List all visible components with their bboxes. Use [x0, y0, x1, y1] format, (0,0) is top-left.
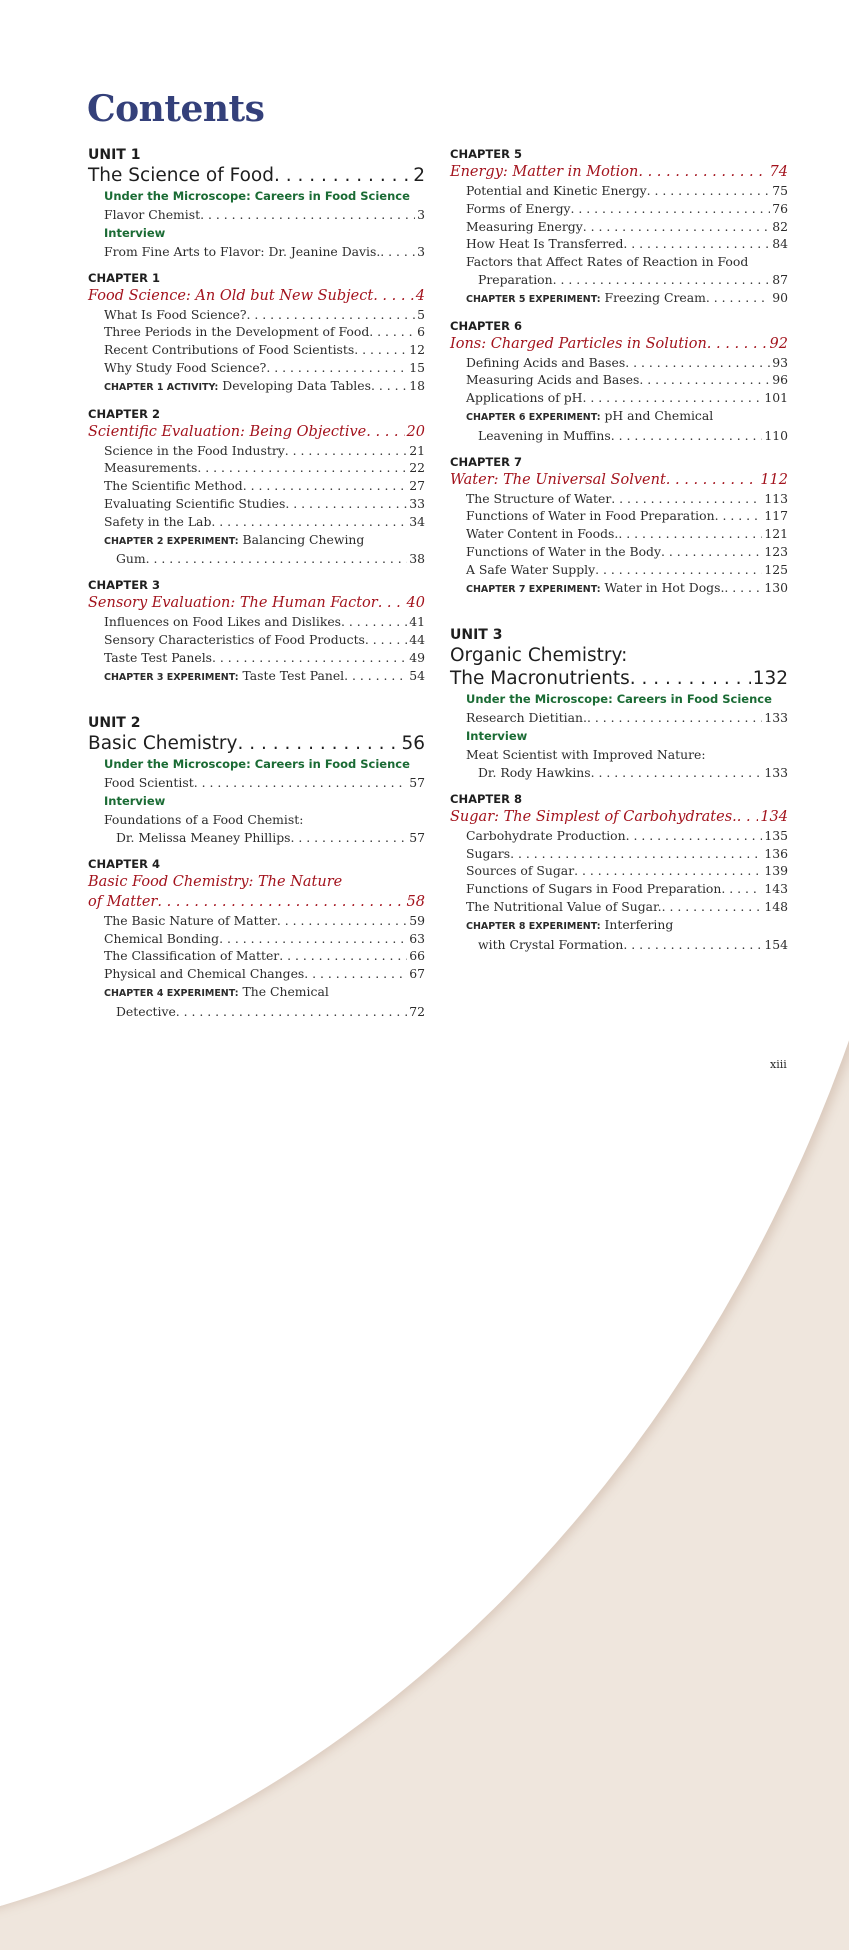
page-number: 12 [409, 342, 425, 358]
experiment-label: CHAPTER 8 EXPERIMENT: [466, 920, 601, 932]
toc-entry-experiment[interactable] [88, 983, 425, 1003]
leader-dots [380, 243, 415, 261]
page-number: 34 [409, 513, 425, 529]
chapter-label: CHAPTER 5 [450, 147, 522, 161]
toc-entry[interactable] [450, 253, 788, 271]
page-number: 84 [772, 236, 788, 252]
entry-text: Freezing Cream [604, 289, 706, 305]
chapter-title-text: Energy: Matter in Motion [450, 164, 639, 180]
page-number: 22 [409, 460, 425, 476]
entry-text: Evaluating Scientific Studies [104, 495, 286, 511]
toc-entry-continuation[interactable] [450, 936, 788, 954]
toc-entry[interactable] [88, 930, 425, 948]
page-number: 121 [764, 526, 788, 542]
leader-dots [304, 965, 407, 983]
chapter-title[interactable] [450, 334, 788, 354]
entry-text: Interfering [604, 916, 674, 932]
leader-dots [211, 513, 407, 531]
toc-entry[interactable] [88, 243, 425, 261]
entry-text: Dr. Melissa Meaney Phillips [116, 829, 291, 845]
entry-text: Functions of Sugars in Food Preparation [466, 881, 722, 897]
entry-text: Research Dietitian. [466, 710, 587, 726]
leader-dots [243, 477, 408, 495]
leader-dots [194, 774, 408, 792]
toc-entry[interactable] [450, 561, 788, 579]
page-number: 74 [769, 164, 788, 180]
leader-dots [219, 930, 407, 948]
entry-text: Meat Scientist with Improved Nature: [466, 747, 706, 763]
unit-title-text: Basic Chemistry [88, 733, 238, 755]
entry-text: pH and Chemical [604, 407, 714, 423]
page-number: 20 [406, 423, 425, 440]
page-number: 57 [409, 829, 425, 845]
page-number: 56 [401, 733, 425, 755]
chapter-title-text: Water: The Universal Solvent [450, 471, 666, 488]
page-number: 135 [764, 827, 788, 843]
page-number: 125 [764, 561, 788, 577]
leader-dots [583, 218, 771, 236]
leader-dots [715, 507, 763, 525]
toc-entry[interactable] [450, 200, 788, 218]
page-number: 143 [764, 881, 788, 897]
leader-dots [341, 613, 407, 631]
toc-entry[interactable] [88, 513, 425, 531]
page-number: 112 [760, 471, 788, 488]
page-number: 44 [409, 631, 425, 647]
chapter-title[interactable] [88, 286, 425, 306]
toc-entry[interactable] [88, 631, 425, 649]
leader-dots [366, 422, 404, 442]
chapter-title[interactable] [88, 422, 425, 442]
toc-entry-continuation[interactable] [450, 764, 788, 782]
toc-entry[interactable] [88, 477, 425, 495]
toc-entry-experiment[interactable] [450, 407, 788, 427]
page-number: 75 [772, 183, 788, 198]
leader-dots [290, 829, 407, 847]
experiment-label: CHAPTER 4 EXPERIMENT: [104, 987, 239, 999]
chapter-label: CHAPTER 8 [450, 791, 522, 806]
toc-entry-activity[interactable] [88, 377, 425, 397]
entry-text: A Safe Water Supply [466, 561, 596, 577]
chapter-title[interactable] [450, 807, 788, 827]
entry-text: Science in the Food Industry [104, 442, 285, 458]
leader-dots [724, 579, 762, 599]
page-number: 72 [409, 1003, 425, 1019]
page-number: 154 [764, 936, 788, 952]
page-number: 113 [764, 490, 788, 506]
chapter-title-text: Sugar: The Simplest of Carbohydrates. [450, 808, 737, 825]
page-number: 4 [415, 287, 425, 304]
toc-entry[interactable] [88, 774, 425, 792]
entry-text: Defining Acids and Bases [466, 354, 626, 370]
page-number: 123 [764, 543, 788, 559]
leader-dots [176, 1003, 407, 1021]
page-number: 49 [409, 649, 425, 665]
toc-entry[interactable] [88, 206, 425, 224]
leader-dots [354, 341, 407, 359]
page-number: 139 [764, 863, 788, 879]
page-number: 2 [413, 165, 425, 186]
leader-dots [266, 359, 407, 377]
entry-text: Flavor Chemist [104, 207, 201, 222]
toc-entry[interactable] [450, 862, 788, 880]
entry-text: Recent Contributions of Food Scientists [104, 342, 355, 358]
leader-dots [571, 200, 771, 218]
entry-text: Safety in the Lab [104, 513, 212, 529]
leader-dots [630, 667, 751, 690]
leader-dots [639, 371, 770, 389]
page-number: 18 [409, 377, 425, 393]
unit-title-text: Organic Chemistry: [450, 645, 628, 667]
page-number: 133 [764, 710, 788, 726]
page-number: 76 [772, 200, 788, 216]
toc-left-column [88, 146, 425, 1021]
toc-entry[interactable] [450, 898, 788, 916]
toc-entry[interactable] [450, 490, 788, 508]
page-number: 148 [764, 898, 788, 914]
toc-entry-continuation[interactable] [88, 829, 425, 847]
entry-text: Measurements [104, 460, 198, 476]
unit-title[interactable] [88, 732, 425, 755]
entry-text: Foundations of a Food Chemist: [104, 812, 304, 828]
toc-entry[interactable] [450, 880, 788, 898]
leader-dots [706, 289, 770, 309]
page-number: 133 [764, 764, 788, 780]
entry-text: Taste Test Panels [104, 649, 213, 665]
toc-entry[interactable] [88, 341, 425, 359]
page-number: 90 [772, 289, 788, 305]
chapter-title-text: Ions: Charged Particles in Solution [450, 335, 707, 352]
chapter-title-line1[interactable] [88, 872, 425, 892]
page-number: 66 [409, 948, 425, 964]
toc-entry[interactable] [450, 371, 788, 389]
page-number: 132 [752, 668, 788, 690]
leader-dots [737, 807, 759, 827]
toc-right-column [450, 146, 788, 953]
leader-dots [647, 182, 771, 200]
toc-entry[interactable] [88, 965, 425, 983]
chapter-title-text: Basic Food Chemistry: The Nature [88, 873, 343, 890]
toc-entry-experiment[interactable] [450, 916, 788, 936]
leader-dots [238, 732, 400, 755]
page-number: 54 [409, 667, 425, 683]
chapter-title[interactable] [88, 593, 425, 613]
chapter-6-section [450, 318, 788, 445]
entry-text: Influences on Food Likes and Dislikes [104, 614, 342, 630]
page-number: 21 [409, 442, 425, 458]
chapter-title[interactable] [450, 470, 788, 490]
toc-entry-experiment[interactable] [88, 531, 425, 551]
chapter-title-text: Food Science: An Old but New Subject [88, 287, 374, 304]
chapter-label: CHAPTER 2 [88, 406, 160, 421]
entry-text: Chemical Bonding [104, 930, 220, 946]
page-number: 87 [772, 271, 788, 287]
unit-3-section [450, 626, 788, 781]
leader-dots [277, 912, 407, 930]
entry-text: The Scientific Method [104, 478, 243, 494]
leader-dots [721, 880, 762, 898]
chapter-5-section [450, 146, 788, 309]
leader-dots [247, 306, 416, 324]
page-number: 101 [764, 390, 788, 406]
entry-text: What Is Food Science? [104, 306, 247, 322]
feature-heading: Interview [104, 794, 166, 809]
page-number: 57 [409, 775, 425, 791]
toc-entry[interactable] [88, 613, 425, 631]
feature-heading: Under the Microscope: Careers in Food Science [104, 189, 410, 203]
unit-title-text: The Science of Food [88, 165, 274, 186]
page-number: 41 [409, 614, 425, 630]
leader-dots [371, 377, 407, 397]
leader-dots [595, 561, 762, 579]
chapter-8-section [450, 791, 788, 954]
toc-entry-continuation[interactable] [450, 427, 788, 445]
toc-entry[interactable] [88, 495, 425, 513]
chapter-title-text: of Matter [88, 893, 158, 910]
leader-dots [611, 427, 763, 445]
chapter-2-section [88, 406, 425, 569]
leader-dots [553, 271, 771, 289]
entry-text: Preparation [478, 271, 553, 287]
chapter-label: CHAPTER 1 [88, 270, 160, 285]
chapter-label: CHAPTER 7 [450, 454, 522, 469]
page-number: 58 [406, 893, 425, 910]
entry-text: Why Study Food Science? [104, 359, 267, 375]
page-number: 96 [772, 372, 788, 388]
leader-dots [365, 631, 407, 649]
leader-dots [274, 164, 411, 187]
toc-entry[interactable] [88, 359, 425, 377]
toc-entry[interactable] [88, 323, 425, 341]
page-number: 63 [409, 930, 425, 946]
page-number: 40 [406, 595, 425, 612]
page-number: 3 [417, 207, 425, 222]
activity-label: CHAPTER 1 ACTIVITY: [104, 381, 219, 393]
leader-dots [200, 206, 415, 224]
leader-dots [344, 667, 407, 687]
entry-text: Balancing Chewing [242, 531, 365, 547]
experiment-label: CHAPTER 6 EXPERIMENT: [466, 411, 601, 423]
leader-dots [212, 649, 407, 667]
chapter-label: CHAPTER 4 [88, 856, 160, 871]
experiment-label: CHAPTER 5 EXPERIMENT: [466, 293, 601, 305]
toc-entry[interactable] [88, 947, 425, 965]
page-number: 3 [417, 243, 425, 259]
toc-entry[interactable] [450, 746, 788, 764]
entry-text: Taste Test Panel [242, 667, 345, 683]
entry-text: Measuring Acids and Bases [466, 372, 640, 388]
entry-text: Measuring Energy [466, 218, 583, 234]
entry-text: Gum [116, 551, 146, 567]
toc-entry[interactable] [450, 507, 788, 525]
toc-entry[interactable] [450, 525, 788, 543]
entry-text: Functions of Water in Food Preparation [466, 508, 715, 524]
leader-dots [157, 892, 404, 912]
unit-label: UNIT 2 [88, 715, 141, 732]
toc-entry[interactable] [450, 182, 788, 200]
leader-dots [582, 389, 762, 407]
page-number: 136 [764, 845, 788, 861]
leader-dots [587, 709, 762, 727]
unit-label: UNIT 3 [450, 627, 503, 644]
unit-label: UNIT 1 [88, 147, 141, 163]
entry-text: How Heat Is Transferred [466, 236, 624, 252]
toc-entry[interactable] [88, 912, 425, 930]
entry-text: Physical and Chemical Changes [104, 966, 305, 982]
leader-dots [285, 495, 407, 513]
unit-title-text: The Macronutrients [450, 668, 630, 690]
chapter-title-line2[interactable] [88, 892, 425, 912]
page-number: 130 [764, 579, 788, 595]
leader-dots [279, 947, 407, 965]
unit-title[interactable] [88, 164, 425, 187]
unit-title-line2[interactable] [450, 667, 788, 690]
toc-entry-continuation[interactable] [450, 271, 788, 289]
entry-text: From Fine Arts to Flavor: Dr. Jeanine Davis. [104, 243, 381, 259]
toc-entry[interactable] [88, 442, 425, 460]
chapter-7-section [450, 454, 788, 599]
chapter-4-section [88, 856, 425, 1021]
entry-text: The Structure of Water [466, 490, 612, 506]
entry-text: with Crystal Formation [478, 936, 624, 952]
toc-entry[interactable] [450, 845, 788, 863]
entry-text: Detective [116, 1003, 176, 1019]
page-number: 110 [764, 427, 788, 443]
entry-text: The Basic Nature of Matter [104, 912, 277, 928]
page-number: 33 [409, 495, 425, 511]
toc-entry[interactable] [450, 543, 788, 561]
toc-entry[interactable] [450, 389, 788, 407]
page-folio: xiii [770, 1058, 787, 1071]
chapter-title[interactable] [450, 162, 788, 182]
page-number: 93 [772, 354, 788, 370]
chapter-title-text: Scientific Evaluation: Being Objective [88, 423, 367, 440]
experiment-label: CHAPTER 3 EXPERIMENT: [104, 671, 239, 683]
leader-dots [618, 525, 762, 543]
page-number: 5 [417, 306, 425, 322]
leader-dots [373, 286, 414, 306]
toc-entry[interactable] [450, 827, 788, 845]
leader-dots [611, 490, 762, 508]
leader-dots [378, 593, 405, 613]
page-number: 27 [409, 478, 425, 494]
toc-entry[interactable] [88, 459, 425, 477]
toc-entry-experiment[interactable] [450, 579, 788, 599]
page-number: 82 [772, 218, 788, 234]
entry-text: Factors that Affect Rates of Reaction in Food [466, 254, 749, 270]
leader-dots [661, 543, 762, 561]
toc-entry-continuation[interactable] [88, 1003, 425, 1021]
page-number: 92 [769, 335, 788, 352]
entry-text: Water in Hot Dogs. [604, 579, 725, 595]
entry-text: Developing Data Tables [222, 377, 371, 393]
entry-text: Sugars [466, 845, 511, 861]
entry-text: Forms of Energy [466, 200, 571, 216]
experiment-label: CHAPTER 2 EXPERIMENT: [104, 535, 239, 547]
feature-heading: Interview [466, 729, 528, 744]
leader-dots [626, 827, 763, 845]
page-number: 67 [409, 966, 425, 982]
toc-entry-experiment[interactable] [450, 289, 788, 309]
toc-entry[interactable] [88, 306, 425, 324]
entry-text: Leavening in Muffins [478, 427, 611, 443]
entry-text: Water Content in Foods. [466, 526, 619, 542]
chapter-3-section [88, 577, 425, 686]
entry-text: Functions of Water in the Body [466, 543, 661, 559]
toc-entry[interactable] [88, 649, 425, 667]
toc-entry[interactable] [450, 218, 788, 236]
entry-text: Potential and Kinetic Energy [466, 183, 647, 198]
toc-entry[interactable] [450, 709, 788, 727]
toc-entry-continuation[interactable] [88, 550, 425, 568]
unit-1-section [88, 146, 425, 261]
leader-dots [285, 442, 407, 460]
feature-heading: Under the Microscope: Careers in Food Science [466, 692, 772, 707]
entry-text: Carbohydrate Production [466, 827, 626, 843]
leader-dots [623, 936, 762, 954]
entry-text: Sensory Characteristics of Food Products [104, 631, 365, 647]
leader-dots [197, 459, 407, 477]
toc-entry[interactable] [88, 811, 425, 829]
entry-text: The Nutritional Value of Sugar. [466, 898, 662, 914]
page-number: 134 [760, 808, 788, 825]
chapter-label: CHAPTER 3 [88, 578, 160, 593]
page-number: 59 [409, 912, 425, 928]
entry-text: Three Periods in the Development of Food [104, 324, 370, 340]
page-number: 117 [764, 508, 788, 524]
toc-entry[interactable] [450, 354, 788, 372]
experiment-label: CHAPTER 7 EXPERIMENT: [466, 583, 601, 595]
page-number: 6 [417, 324, 425, 340]
feature-heading: Interview [104, 225, 166, 240]
chapter-label: CHAPTER 6 [450, 318, 522, 333]
unit-title-line1[interactable] [450, 644, 788, 667]
entry-text: Applications of pH [466, 390, 583, 406]
entry-text: Food Scientist [104, 775, 194, 791]
leader-dots [591, 764, 763, 782]
leader-dots [625, 354, 770, 372]
entry-text: Dr. Rody Hawkins [478, 764, 591, 780]
toc-entry-experiment[interactable] [88, 667, 425, 687]
leader-dots [623, 235, 770, 253]
leader-dots [666, 470, 759, 490]
leader-dots [662, 898, 763, 916]
chapter-title-text: Sensory Evaluation: The Human Factor [88, 595, 378, 612]
leader-dots [510, 845, 762, 863]
toc-entry[interactable] [450, 235, 788, 253]
leader-dots [707, 334, 768, 354]
entry-text: The Chemical [242, 983, 329, 999]
page-title: Contents [87, 88, 265, 130]
leader-dots [638, 162, 767, 182]
chapter-1-section [88, 270, 425, 397]
leader-dots [146, 550, 408, 568]
feature-heading: Under the Microscope: Careers in Food Science [104, 757, 410, 772]
unit-2-section [88, 714, 425, 846]
leader-dots [574, 862, 762, 880]
page-number: 38 [409, 551, 425, 567]
entry-text: The Classification of Matter [104, 948, 280, 964]
entry-text: Sources of Sugar [466, 863, 575, 879]
page-number: 15 [409, 359, 425, 375]
leader-dots [369, 323, 415, 341]
